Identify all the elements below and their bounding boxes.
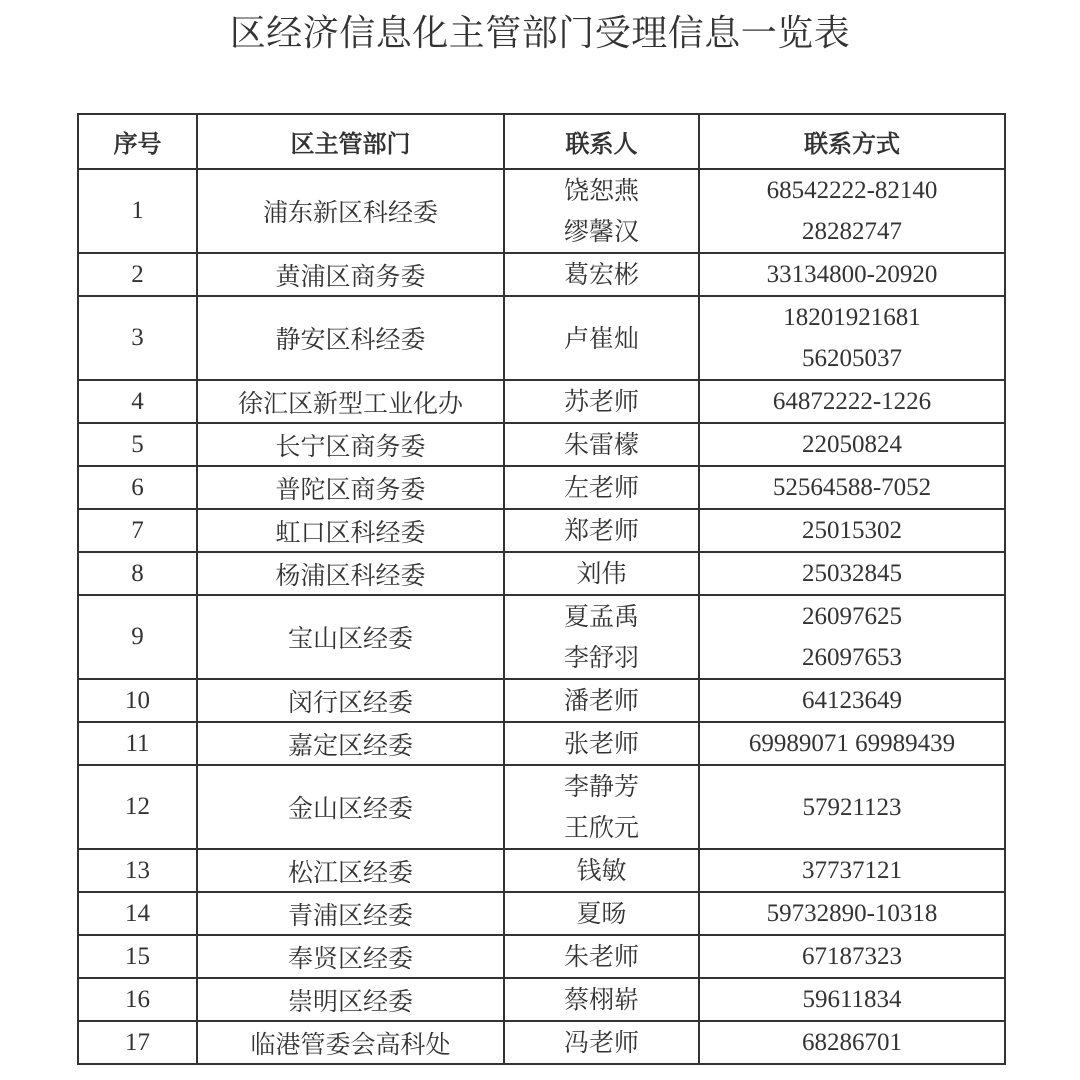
cell-dept: 长宁区商务委	[197, 423, 504, 466]
contact-name: 刘伟	[576, 559, 627, 588]
cell-dept: 奉贤区经委	[197, 935, 504, 978]
phone-number: 37737121	[802, 857, 902, 884]
cell-no: 4	[78, 380, 197, 423]
info-table	[77, 113, 1006, 1065]
table-row	[78, 722, 1005, 765]
contact-name: 冯老师	[563, 1028, 639, 1057]
cell-dept: 松江区经委	[197, 849, 504, 892]
cell-contact	[504, 169, 699, 253]
phone-number: 28282747	[802, 218, 902, 245]
phone-number: 56205037	[802, 345, 902, 372]
phone-number: 59732890-10318	[766, 900, 938, 927]
cell-phone	[699, 380, 1005, 423]
cell-phone	[699, 466, 1005, 509]
cell-no: 5	[78, 423, 197, 466]
cell-contact	[504, 595, 699, 679]
cell-no: 10	[78, 679, 197, 722]
cell-phone	[699, 296, 1005, 380]
cell-phone	[699, 423, 1005, 466]
cell-phone	[699, 935, 1005, 978]
phone-number: 26097625	[802, 603, 902, 630]
cell-dept: 临港管委会高科处	[197, 1021, 504, 1064]
cell-contact	[504, 380, 699, 423]
table-row	[78, 765, 1005, 849]
cell-dept: 嘉定区经委	[197, 722, 504, 765]
cell-dept: 宝山区经委	[197, 595, 504, 679]
cell-dept: 金山区经委	[197, 765, 504, 849]
contact-name: 钱敏	[576, 856, 627, 885]
cell-dept: 闵行区经委	[197, 679, 504, 722]
cell-no: 17	[78, 1021, 197, 1064]
table-row	[78, 978, 1005, 1021]
cell-contact	[504, 466, 699, 509]
cell-no: 13	[78, 849, 197, 892]
contact-name: 饶恕燕	[563, 176, 639, 205]
phone-number: 69989071 69989439	[748, 730, 956, 757]
cell-no: 6	[78, 466, 197, 509]
cell-contact	[504, 892, 699, 935]
cell-phone	[699, 509, 1005, 552]
cell-phone	[699, 595, 1005, 679]
table-row	[78, 380, 1005, 423]
contact-name: 朱老师	[563, 942, 639, 971]
table-body	[78, 169, 1005, 1064]
contact-name: 苏老师	[563, 387, 639, 416]
cell-contact	[504, 679, 699, 722]
cell-no: 16	[78, 978, 197, 1021]
contact-name: 朱雷檬	[563, 430, 639, 459]
cell-contact	[504, 296, 699, 380]
phone-number: 25032845	[802, 560, 902, 587]
phone-number: 18201921681	[783, 304, 921, 331]
contact-name: 左老师	[563, 473, 639, 502]
table-row	[78, 466, 1005, 509]
phone-number: 22050824	[802, 431, 902, 458]
phone-number: 52564588-7052	[772, 474, 932, 501]
page-title: 区经济信息化主管部门受理信息一览表	[229, 13, 851, 54]
cell-phone	[699, 169, 1005, 253]
cell-dept: 浦东新区科经委	[197, 169, 504, 253]
cell-dept: 杨浦区科经委	[197, 552, 504, 595]
cell-contact	[504, 935, 699, 978]
cell-phone	[699, 253, 1005, 296]
contact-name: 郑老师	[563, 516, 639, 545]
header-dept: 区主管部门	[197, 114, 504, 169]
cell-dept: 黄浦区商务委	[197, 253, 504, 296]
cell-phone	[699, 892, 1005, 935]
phone-number: 64123649	[802, 687, 902, 714]
contact-name: 潘老师	[563, 686, 639, 715]
cell-phone	[699, 1021, 1005, 1064]
header-row	[78, 114, 1005, 169]
table-row	[78, 509, 1005, 552]
cell-no: 1	[78, 169, 197, 253]
cell-phone	[699, 765, 1005, 849]
cell-no: 7	[78, 509, 197, 552]
header-contact: 联系人	[504, 114, 699, 169]
cell-phone	[699, 978, 1005, 1021]
contact-name: 王欣元	[563, 813, 639, 842]
cell-contact	[504, 722, 699, 765]
contact-name: 卢崔灿	[563, 323, 639, 353]
phone-number: 25015302	[802, 517, 902, 544]
header-phone: 联系方式	[699, 114, 1005, 169]
cell-contact	[504, 253, 699, 296]
cell-contact	[504, 1021, 699, 1064]
table-row	[78, 169, 1005, 253]
contact-name: 缪馨汉	[563, 217, 639, 246]
cell-no: 8	[78, 552, 197, 595]
phone-number: 68542222-82140	[766, 177, 938, 204]
table-row	[78, 253, 1005, 296]
table-row	[78, 679, 1005, 722]
contact-name: 蔡栩崭	[563, 985, 639, 1014]
table-row	[78, 595, 1005, 679]
phone-number: 67187323	[802, 943, 902, 970]
contact-name: 张老师	[563, 729, 639, 758]
cell-no: 9	[78, 595, 197, 679]
cell-contact	[504, 765, 699, 849]
phone-number: 57921123	[802, 793, 902, 821]
cell-contact	[504, 552, 699, 595]
cell-dept: 青浦区经委	[197, 892, 504, 935]
cell-phone	[699, 679, 1005, 722]
table-row	[78, 892, 1005, 935]
cell-dept: 徐汇区新型工业化办	[197, 380, 504, 423]
cell-no: 12	[78, 765, 197, 849]
cell-no: 3	[78, 296, 197, 380]
cell-dept: 普陀区商务委	[197, 466, 504, 509]
table-row	[78, 296, 1005, 380]
cell-phone	[699, 722, 1005, 765]
contact-name: 葛宏彬	[563, 260, 639, 289]
contact-name: 夏旸	[576, 899, 627, 928]
phone-number: 59611834	[802, 986, 902, 1013]
cell-phone	[699, 552, 1005, 595]
cell-no: 11	[78, 722, 197, 765]
table-row	[78, 935, 1005, 978]
header-no: 序号	[78, 114, 197, 169]
cell-contact	[504, 423, 699, 466]
contact-name: 夏孟禹	[563, 602, 639, 631]
cell-dept: 虹口区科经委	[197, 509, 504, 552]
phone-number: 26097653	[802, 644, 902, 671]
table-header	[78, 114, 1005, 169]
cell-no: 2	[78, 253, 197, 296]
cell-no: 15	[78, 935, 197, 978]
table-row	[78, 849, 1005, 892]
cell-contact	[504, 978, 699, 1021]
phone-number: 68286701	[802, 1029, 902, 1056]
cell-dept: 静安区科经委	[197, 296, 504, 380]
contact-name: 李舒羽	[563, 643, 639, 672]
table-row	[78, 1021, 1005, 1064]
phone-number: 64872222-1226	[772, 388, 932, 415]
cell-phone	[699, 849, 1005, 892]
cell-contact	[504, 509, 699, 552]
phone-number: 33134800-20920	[766, 261, 938, 288]
contact-name: 李静芳	[563, 772, 639, 801]
cell-contact	[504, 849, 699, 892]
cell-no: 14	[78, 892, 197, 935]
cell-dept: 崇明区经委	[197, 978, 504, 1021]
table-row	[78, 552, 1005, 595]
table-row	[78, 423, 1005, 466]
